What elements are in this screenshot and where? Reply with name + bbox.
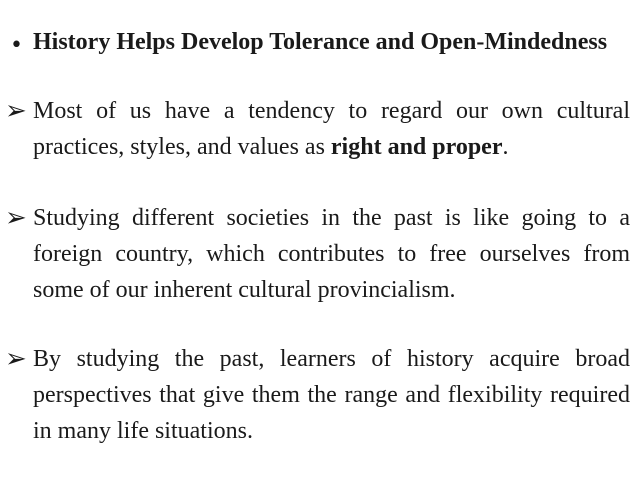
bullet-text-2: Studying different societies in the past is like going to a foreign country, which contributes to free ourselves from some of our inherent cultural provincialism. xyxy=(33,205,630,303)
arrow-bullet-icon: ➢ xyxy=(5,344,27,374)
bullet-dot: • xyxy=(10,33,23,58)
bullet-text-1 xyxy=(33,93,630,165)
heading-text: History Helps Develop Tolerance and Open-Mindedness xyxy=(33,29,608,55)
bullet-text-1-end: . xyxy=(502,134,509,160)
bullet-text-1-start: Most of us have a tendency to regard our own cultural practices, styles, and values as xyxy=(33,98,630,160)
bullet-text-1-emphasis: right and proper xyxy=(330,134,503,160)
arrow-bullet-icon: ➢ xyxy=(5,96,27,126)
arrow-bullet-icon: ➢ xyxy=(5,203,27,233)
bullet-text-3: By studying the past, learners of history acquire broad perspectives that give them the range and flexibility required in many life situations. xyxy=(33,346,630,444)
